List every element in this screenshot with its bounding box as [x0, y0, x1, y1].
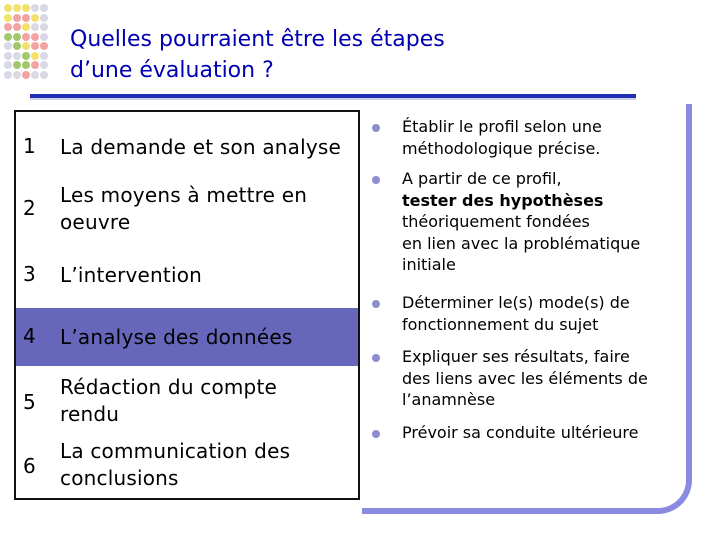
logo-dot	[22, 33, 30, 41]
logo-dot	[4, 42, 12, 50]
logo-dot	[22, 71, 30, 79]
logo-dot	[40, 33, 48, 41]
logo-dot	[31, 33, 39, 41]
logo-dot	[4, 4, 12, 12]
bullet-line: Établir le profil selon une	[402, 117, 602, 136]
bullet-icon	[372, 176, 380, 184]
step-label-line: La communication des	[60, 439, 291, 463]
step-number: 1	[23, 134, 36, 158]
step-number: 6	[23, 454, 36, 478]
logo-dot	[31, 23, 39, 31]
bullet-text	[402, 346, 692, 411]
slide-title-line-1: Quelles pourraient être les étapes	[70, 27, 445, 52]
logo-dot	[22, 4, 30, 12]
logo-dot	[13, 14, 21, 22]
step-label	[60, 324, 352, 351]
step-1	[16, 126, 358, 170]
logo-dot	[22, 42, 30, 50]
logo-dot	[40, 14, 48, 22]
logo-dot	[4, 61, 12, 69]
step-label	[60, 182, 352, 236]
step-label-line: rendu	[60, 402, 120, 426]
logo-dot	[13, 4, 21, 12]
logo-dot	[31, 42, 39, 50]
step-label-line: L’analyse des données	[60, 325, 293, 349]
step-number: 5	[23, 390, 36, 414]
bullet-text	[402, 292, 692, 335]
logo-dot	[40, 42, 48, 50]
bullet-line: Expliquer ses résultats, faire	[402, 347, 630, 366]
step-label-line: L’intervention	[60, 263, 203, 287]
step-6	[16, 436, 358, 498]
logo-dot	[40, 4, 48, 12]
step-label	[60, 134, 352, 161]
bullet-line: initiale	[402, 255, 456, 274]
steps-panel	[14, 110, 360, 500]
bullet-icon	[372, 300, 380, 308]
logo-dot	[40, 71, 48, 79]
step-number: 4	[23, 324, 36, 348]
logo-dot	[22, 23, 30, 31]
step-label	[60, 438, 352, 492]
logo-dot	[4, 71, 12, 79]
bullet-line: Déterminer le(s) mode(s) de	[402, 293, 630, 312]
logo-dot	[4, 23, 12, 31]
logo-dot	[13, 52, 21, 60]
logo-dot	[13, 33, 21, 41]
bullet-text	[402, 168, 692, 276]
logo-dot	[22, 14, 30, 22]
logo-dot	[4, 33, 12, 41]
step-label-line: Les moyens à mettre en	[60, 183, 308, 207]
logo-dot	[40, 61, 48, 69]
logo-dot	[22, 61, 30, 69]
bullet-line: des liens avec les éléments de	[402, 368, 648, 388]
step-label-line: La demande et son analyse	[60, 135, 342, 159]
slide-title	[70, 24, 445, 86]
step-label-line: Rédaction du compte	[60, 375, 278, 399]
bullet-line: A partir de ce profil,	[402, 169, 562, 188]
logo-dot	[13, 42, 21, 50]
step-4	[16, 308, 358, 366]
bullet-line: l’anamnèse	[402, 390, 496, 409]
bullet-line-bold: tester des hypothèses	[402, 190, 604, 210]
bullet-line: en lien avec la problématique	[402, 233, 641, 253]
step-label-line: conclusions	[60, 466, 179, 490]
step-label	[60, 374, 352, 428]
bullet-icon	[372, 124, 380, 132]
logo-dot	[4, 52, 12, 60]
step-5	[16, 372, 358, 434]
logo-dot	[13, 61, 21, 69]
logo-dot	[31, 4, 39, 12]
step-number: 2	[23, 196, 36, 220]
logo-dot	[13, 71, 21, 79]
logo-dot	[4, 14, 12, 22]
logo-dot	[13, 23, 21, 31]
step-3	[16, 256, 358, 296]
logo-dot	[31, 61, 39, 69]
step-number: 3	[23, 262, 36, 286]
logo-dot	[31, 52, 39, 60]
slide-title-line-2: d’une évaluation ?	[70, 58, 274, 83]
logo-dot	[31, 71, 39, 79]
bullet-icon	[372, 430, 380, 438]
bullet-icon	[372, 354, 380, 362]
step-label	[60, 262, 352, 289]
logo-dot	[40, 52, 48, 60]
dot-grid-logo-icon	[4, 4, 52, 84]
bullet-line: méthodologique précise.	[402, 138, 601, 158]
logo-dot	[40, 23, 48, 31]
bullet-line: Prévoir sa conduite ultérieure	[402, 423, 639, 442]
logo-dot	[31, 14, 39, 22]
step-2	[16, 178, 358, 242]
step-label-line: oeuvre	[60, 210, 131, 234]
bullet-line: fonctionnement du sujet	[402, 314, 599, 334]
bullet-line: théoriquement fondées	[402, 212, 590, 231]
bullet-text	[402, 422, 692, 444]
logo-dot	[22, 52, 30, 60]
title-divider-shadow	[30, 98, 636, 100]
bullet-text	[402, 116, 692, 159]
